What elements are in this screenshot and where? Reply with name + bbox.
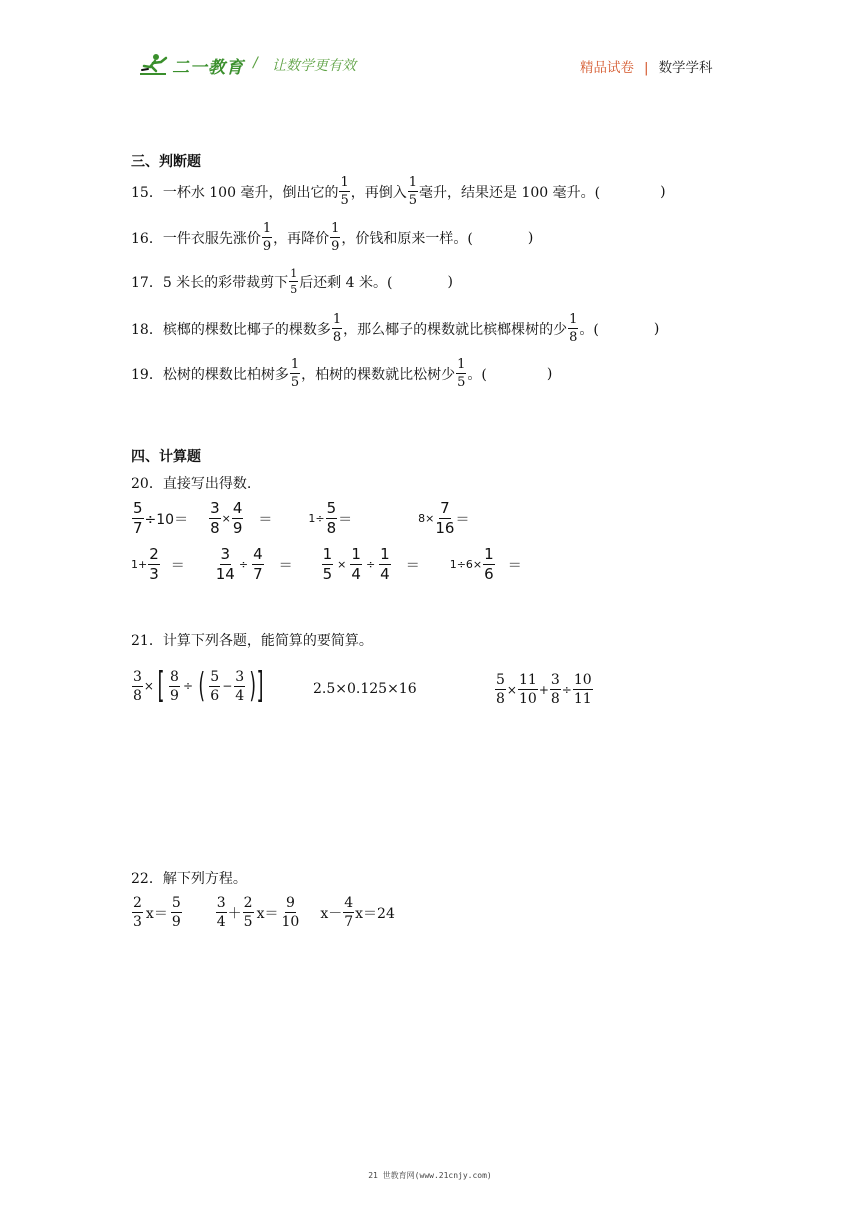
q20-r1-d-text: 8× bbox=[418, 512, 435, 525]
q20-r1-b-fraction-2: $\frac{4}{9}$ bbox=[232, 499, 243, 537]
runner-logo-icon bbox=[136, 52, 170, 78]
q16-text-4: ) bbox=[527, 229, 534, 246]
q20-r2-a-fraction: $\frac{2}{3}$ bbox=[149, 545, 159, 583]
q18-text-3: 。( bbox=[579, 321, 599, 338]
q20-row-1 bbox=[131, 501, 469, 536]
page-footer: 21 世教育网(www.21cnjy.com) bbox=[368, 1171, 492, 1180]
header-slogan: 让数学更有效 bbox=[272, 58, 356, 74]
q21-e3-fraction-2: $\frac{11}{10}$ bbox=[518, 672, 537, 707]
question-15 bbox=[131, 176, 666, 207]
q20-label: 20．直接写出得数. bbox=[131, 476, 252, 492]
q19-text-4: ) bbox=[546, 365, 553, 382]
q21-e1-paren-open: ( bbox=[198, 666, 205, 706]
q16-number: 16． bbox=[131, 230, 163, 247]
q22-e2-op: ＋ bbox=[227, 905, 242, 922]
q20-r1-d-fraction: $\frac{7}{16}$ bbox=[435, 499, 455, 537]
q16-text-2: ，再降价 bbox=[273, 230, 330, 247]
q18-text-4: ) bbox=[653, 320, 660, 337]
q21-expression-2: 2.5×0.125×16 bbox=[313, 681, 417, 697]
q20-r1-c-text: 1÷ bbox=[308, 512, 325, 525]
q22-e2-fraction-2: $\frac{2}{5}$ bbox=[243, 895, 253, 930]
q20-r2-d-fraction: $\frac{1}{6}$ bbox=[484, 545, 494, 583]
q18-fraction-1: $\frac{1}{8}$ bbox=[332, 312, 342, 345]
question-17 bbox=[131, 268, 453, 295]
q21-e1-paren-close: ) bbox=[249, 666, 257, 706]
q20-r2-c-eq: ＝ bbox=[405, 557, 420, 574]
q17-text-3: ) bbox=[447, 273, 453, 290]
q20-r2-b-eq: ＝ bbox=[278, 557, 293, 574]
q21-e3-fraction-1: $\frac{5}{8}$ bbox=[496, 672, 505, 707]
q22-label: 22．解下列方程。 bbox=[131, 871, 247, 887]
q16-fraction-1: $\frac{1}{9}$ bbox=[262, 221, 272, 254]
q21-e3-fraction-3: $\frac{3}{8}$ bbox=[550, 672, 560, 707]
q20-r1-a-text: ÷10＝ bbox=[144, 511, 189, 528]
q18-fraction-2: $\frac{1}{8}$ bbox=[569, 312, 578, 345]
q21-e3-op2: + bbox=[538, 682, 549, 697]
question-19 bbox=[131, 358, 552, 389]
q22-equations bbox=[131, 896, 395, 929]
q20-r1-b-eq: ＝ bbox=[258, 511, 273, 528]
q17-fraction-1: $\frac{1}{5}$ bbox=[290, 267, 298, 296]
q19-fraction-2: $\frac{1}{5}$ bbox=[457, 357, 466, 390]
q20-r2-a-text: 1+ bbox=[131, 558, 148, 571]
q21-e1-op1: × bbox=[143, 679, 154, 693]
q20-r2-c-fraction-1: $\frac{1}{5}$ bbox=[322, 545, 333, 583]
q20-r2-c-op2: ÷ bbox=[365, 558, 376, 571]
q20-r1-c-eq: ＝ bbox=[338, 511, 353, 528]
q21-e1-fraction-2: $\frac{8}{9}$ bbox=[170, 668, 179, 704]
q20-r2-a-eq: ＝ bbox=[170, 557, 185, 574]
header-right bbox=[580, 56, 713, 76]
q20-r1-c-fraction: $\frac{5}{8}$ bbox=[326, 499, 337, 537]
q21-e1-op3: − bbox=[222, 679, 233, 693]
section-title-calculation: 四、计算题 bbox=[131, 449, 201, 465]
q17-text-2: 后还剩 4 米。( bbox=[299, 274, 393, 291]
q15-text-3: 毫升，结果还是 100 毫升。( bbox=[419, 184, 601, 201]
q20-r1-b-op: × bbox=[221, 512, 231, 525]
q20-r2-d-eq: ＝ bbox=[507, 557, 522, 574]
q15-text-2: ，再倒入 bbox=[350, 184, 407, 201]
q20-r2-b-fraction-2: $\frac{4}{7}$ bbox=[253, 545, 263, 583]
q20-r2-c-fraction-3: $\frac{1}{4}$ bbox=[380, 545, 390, 583]
q20-r2-d-text: 1÷6× bbox=[449, 558, 483, 571]
q16-text-1: 一件衣服先涨价 bbox=[162, 230, 261, 247]
q20-r2-b-fraction-1: $\frac{3}{14}$ bbox=[215, 545, 235, 583]
logo-text: 二一教育 bbox=[172, 58, 244, 78]
q20-row-2 bbox=[131, 547, 522, 582]
q21-e1-fraction-3: $\frac{5}{6}$ bbox=[210, 668, 220, 704]
q21-e3-op1: × bbox=[506, 682, 517, 697]
q17-number: 17． bbox=[131, 274, 163, 291]
q19-text-2: ，柏树的棵数就比松树少 bbox=[301, 366, 456, 383]
q16-text-3: ，价钱和原来一样。( bbox=[341, 230, 473, 247]
q21-label: 21．计算下列各题，能简算的要简算。 bbox=[131, 633, 373, 649]
q21-e1-op2: ÷ bbox=[182, 679, 194, 693]
q21-e1-bracket-open: [ bbox=[157, 665, 165, 706]
q22-e2-text: x＝ bbox=[256, 905, 279, 922]
header-bar: | bbox=[644, 60, 649, 76]
question-18 bbox=[131, 313, 659, 344]
q22-e1-fraction-2: $\frac{5}{9}$ bbox=[171, 895, 181, 930]
q22-e2-fraction-1: $\frac{3}{4}$ bbox=[216, 895, 226, 930]
q22-e3-text-1: x＝24 bbox=[355, 905, 395, 922]
q18-text-1: 槟榔的棵数比椰子的棵数多 bbox=[162, 321, 331, 338]
q19-fraction-1: $\frac{1}{5}$ bbox=[290, 357, 300, 390]
q15-text-4: ) bbox=[660, 183, 666, 200]
q21-e3-fraction-4: $\frac{10}{11}$ bbox=[573, 672, 592, 707]
q22-e3-text-0: x－ bbox=[320, 905, 343, 922]
q19-number: 19． bbox=[131, 366, 163, 383]
q20-r1-b-fraction-1: $\frac{3}{8}$ bbox=[210, 499, 220, 537]
q15-number: 15． bbox=[131, 184, 163, 201]
q20-r1-d-eq: ＝ bbox=[455, 511, 470, 528]
header-subject: 数学学科 bbox=[658, 60, 713, 76]
q18-text-2: ，那么椰子的棵数就比槟榔棵树的少 bbox=[343, 321, 568, 338]
q21-expression-3 bbox=[494, 673, 594, 706]
q15-fraction-2: $\frac{1}{5}$ bbox=[408, 175, 418, 208]
header-separator: / bbox=[253, 55, 258, 71]
q20-r1-a-fraction: $\frac{5}{7}$ bbox=[133, 499, 143, 537]
q19-text-3: 。( bbox=[467, 366, 487, 383]
question-16 bbox=[131, 222, 533, 253]
q20-r2-b-op: ÷ bbox=[238, 558, 249, 571]
q15-text-1: 一杯水 100 毫升，倒出它的 bbox=[162, 184, 339, 201]
q21-e1-bracket-close: ] bbox=[256, 665, 264, 706]
q21-e1-fraction-4: $\frac{3}{4}$ bbox=[235, 668, 245, 704]
q15-fraction-1: $\frac{1}{5}$ bbox=[340, 175, 349, 208]
q17-text-1: 5 米长的彩带裁剪下 bbox=[162, 274, 289, 291]
q16-fraction-2: $\frac{1}{9}$ bbox=[331, 221, 340, 254]
q18-number: 18． bbox=[131, 321, 163, 338]
q22-e2-fraction-3: $\frac{9}{10}$ bbox=[281, 895, 300, 930]
section-title-judgement: 三、判断题 bbox=[131, 154, 201, 170]
q21-e1-fraction-1: $\frac{3}{8}$ bbox=[133, 668, 142, 704]
q21-e3-op3: ÷ bbox=[561, 682, 572, 697]
q22-e3-fraction-1: $\frac{4}{7}$ bbox=[344, 895, 354, 930]
q20-r2-c-fraction-2: $\frac{1}{4}$ bbox=[351, 545, 361, 583]
q20-r2-c-op1: × bbox=[337, 558, 347, 571]
q21-expression-1 bbox=[131, 665, 268, 706]
q22-e1-text: x＝ bbox=[145, 905, 168, 922]
q22-e1-fraction-1: $\frac{2}{3}$ bbox=[133, 895, 142, 930]
header-brand: 精品试卷 bbox=[580, 60, 634, 76]
q19-text-1: 松树的棵数比柏树多 bbox=[162, 366, 289, 383]
